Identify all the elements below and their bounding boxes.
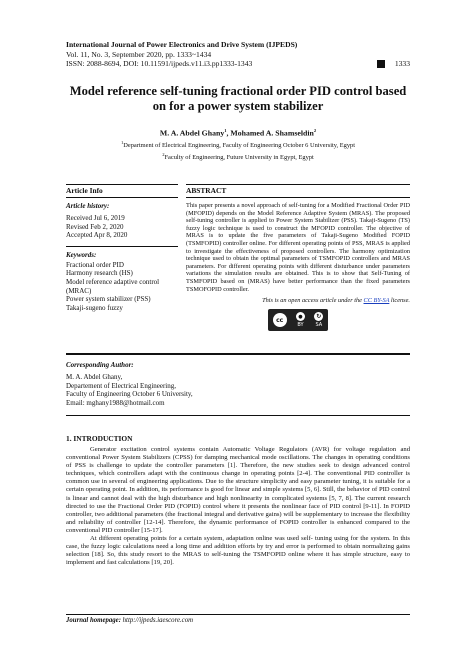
divider: [66, 415, 410, 416]
introduction-section: [66, 434, 410, 567]
page-footer: [66, 614, 410, 624]
journal-issn: ISSN: 2088-8694, DOI: 10.11591/ijpeds.v11.i3.pp1333-1343: [66, 59, 253, 69]
page-number: 1333: [394, 59, 410, 69]
corresponding-dept: Departement of Electrical Engineering,: [66, 381, 177, 390]
introduction-heading: 1. INTRODUCTION: [66, 434, 133, 443]
person-icon: ●: [296, 312, 305, 321]
introduction-paragraph-2: At different operating points for a certain system, adaptation online was used self- tuning using for the system. In this case, the fuzzy logic calculations need a long time and addition efforts by try and error is performed to obtain normalizing gains selection [18]. So, this study resort to the MRAS to self-tuning the TSMFOPID online where it has simple structure, easy to implement and fast calculations [19, 20].: [66, 535, 410, 567]
abstract-column: [186, 184, 410, 331]
keyword-item: Takaji-sugeno fuzzy: [66, 303, 123, 312]
cc-by-label: BY: [297, 322, 304, 329]
corresponding-faculty: Faculty of Engineering October 6 University,: [66, 390, 193, 399]
article-info-heading: Article Info: [66, 184, 178, 198]
journal-volume: Vol. 11, No. 3, September 2020, pp. 1333~1434: [66, 49, 212, 59]
keyword-item: Fractional order PID: [66, 260, 124, 269]
corresponding-label: Corresponding Author:: [66, 361, 134, 369]
history-received: Received Jul 6, 2019: [66, 214, 125, 222]
author-separator: ,: [226, 128, 231, 138]
open-access-prefix: This is an open access article under the: [262, 297, 364, 305]
affiliation-1-sup: 1: [120, 140, 124, 145]
author-1: M. A. Abdel Ghany: [159, 128, 225, 138]
corresponding-author: [66, 353, 410, 416]
footer-label: Journal homepage: [66, 617, 119, 624]
divider: [66, 353, 410, 355]
history-revised: Revised Feb 2, 2020: [66, 222, 124, 231]
history-label: Article history:: [66, 202, 110, 210]
article-info-column: [66, 184, 178, 312]
cc-icon: cc: [273, 313, 287, 327]
share-alike-icon: ↻: [316, 313, 322, 321]
introduction-paragraph-1: Generator excitation control systems contain Automatic Voltage Regulators (AVR) for voltage regulation and conventional Power System Stabilizers (CPSS) for damping mechanical mode oscillations. The changes in operating conditions of PSS is challenge to update the controller parameters [1]. Therefore, the new studies seek to design advanced control techniques, which controllers adapt with the continuous change in operating points [2-4]. The conventional PID controller is common use in several of engineering applications. Due to the structure simplicity and easy parameter tuning, it is suitable for a certain operating point. In addition, its performance is good for linear and simple systems [5, 6]. Still, the behavior of PID control is linear and cannot deal with the high disturbance and high nonlinearity in complicated systems [5, 7, 8]. The current research directed to use the Fractional Order PID (FOPID) control where it presents the nonlinear face of PID control [9-11]. In FOPID controller, two additional parameters (the fractional integral and derivative gains) will be supplementary to increase the flexibility and reliability of controller [12-14]. Therefore, the dynamic performance of FOPID controller is enhanced compared to the conventional PID controller [15-17].: [66, 446, 410, 534]
corresponding-name: M. A. Abdel Ghany,: [66, 373, 123, 381]
corresponding-email[interactable]: Email: mghany1988@hotmail.com: [66, 398, 165, 407]
journal-homepage-link[interactable]: http://ijpeds.iaescore.com: [122, 617, 194, 624]
cc-badge-box: [268, 309, 328, 331]
cc-sa-group: [314, 312, 323, 328]
keywords-list: [66, 261, 178, 313]
author-list: [66, 128, 410, 138]
journal-name: International Journal of Power Electronics and Drive System (IJPEDS): [66, 40, 298, 49]
paper-title: Model reference self-tuning fractional order PID control based on for a power system stabilizer: [69, 84, 407, 113]
cc-sa-label: SA: [315, 322, 323, 329]
journal-header: [66, 40, 410, 69]
cc-by-group: [296, 312, 305, 328]
history-accepted: Accepted Apr 8, 2020: [66, 231, 128, 240]
license-link[interactable]: CC BY-SA: [363, 297, 390, 305]
affiliation-1: [66, 139, 410, 151]
cc-license-badge[interactable]: [186, 309, 410, 331]
affiliation-1-text: Department of Electrical Engineering, Faculty of Engineering October 6 University, Egypt: [123, 142, 355, 150]
affiliations: [66, 139, 410, 162]
keyword-item: Harmony research (HS): [66, 269, 133, 278]
divider: [66, 246, 178, 247]
history-list: [66, 214, 178, 240]
square-icon: [377, 60, 385, 68]
footer-separator: :: [118, 617, 123, 624]
affiliation-2-text: Faculty of Engineering, Future University in Egypt, Egypt: [164, 153, 314, 161]
abstract-text: This paper presents a novel approach of self-tuning for a Modified Fractional Order PID (MFOPID) depends on the Model Reference Adaptive System (MRAS). The proposed self-tuning controller is applied to Power System Stabilizer (PSS). Takaji-Sugeno (TS) fuzzy logic technique is used to construct the MFOPID controller. The objective of MRAS is to update the five parameters of Takaji-Sugeno Modified FOPID (TSMFOPID) controller online. For different operating points of PSS, MRAS is applied to investigate the effectiveness of proposed controllers. The harmony optimization technique used to obtain the optimal parameters of TSMFOPID controllers and MRAS parameters. For different operating points with different disturbance under parameters variations the simulation results are obtained. This is to show that Self-Tuning of TSMFOPID based on (MRAS) have better performance than the fixed parameters TSMOFOPID controller.: [186, 202, 410, 293]
open-access-suffix: license.: [389, 297, 410, 305]
author-1-affil: 1: [224, 128, 227, 133]
author-2-affil: 2: [313, 128, 317, 133]
abstract-heading: ABSTRACT: [186, 184, 410, 198]
affiliation-2: [66, 151, 410, 163]
author-2: Mohamed A. Shamseldin: [230, 128, 314, 138]
corresponding-details: [66, 373, 410, 407]
open-access-note: [186, 297, 410, 304]
keywords-label: Keywords:: [66, 250, 97, 259]
affiliation-2-sup: 2: [162, 151, 165, 157]
keyword-item: Power system stabilizer (PSS): [66, 295, 151, 304]
keyword-item: Model reference adaptive control (MRAC): [66, 277, 160, 295]
